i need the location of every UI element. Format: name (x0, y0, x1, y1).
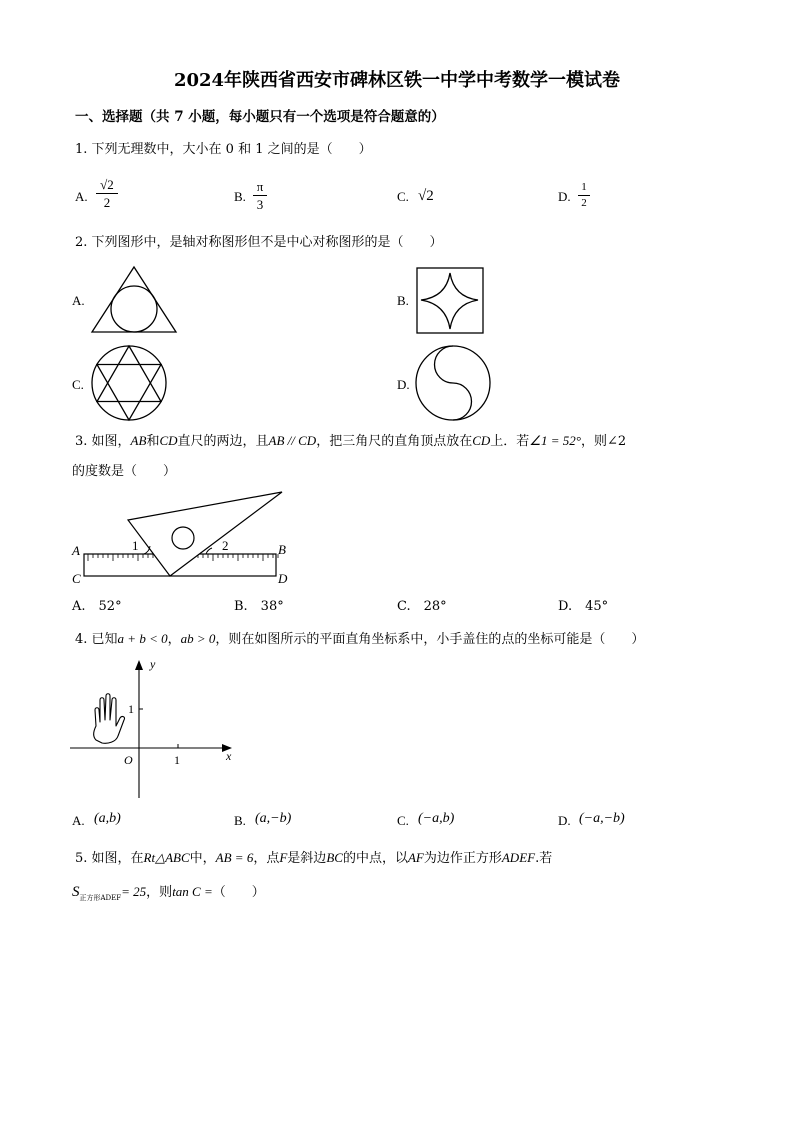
label-angle-1: 1 (132, 538, 139, 553)
q1-option-d-value (578, 182, 590, 209)
q5-math-af: AF (407, 850, 424, 865)
question-3-line-2: 的度数是（ ） (72, 464, 177, 479)
origin-label: O (124, 753, 133, 767)
q5-math-s: S (72, 884, 80, 900)
q4-text: ， (167, 632, 181, 647)
q5-math-ab6: AB = 6 (215, 850, 254, 865)
q4-option-a-letter: A. (72, 813, 85, 828)
q3-math-angle1: ∠1 = 52° (529, 433, 581, 448)
q3-text: 上．若 (490, 434, 530, 449)
fraction-denominator: 3 (256, 197, 264, 212)
question-3-line-1 (75, 434, 626, 448)
y-axis-arrow (135, 660, 143, 670)
q3-option-b: B. 38° (234, 599, 284, 614)
label-angle-2: 2 (222, 538, 229, 553)
x-axis-label: x (226, 749, 232, 763)
fraction-numerator: π (256, 179, 264, 194)
q4-math-cond2: ab > 0 (180, 631, 216, 646)
q5-math-eq: = 25 (121, 884, 147, 899)
q4-math-cond1: a + b < 0 (117, 631, 168, 646)
fraction-numerator: 1 (581, 181, 587, 193)
q3-math-cd: CD (472, 433, 491, 448)
q2-figure-a-triangle-circle (88, 264, 180, 336)
q5-answer-blank: （ ） (212, 885, 265, 900)
q3-text: ，把三角尺的直角顶点放在 (316, 434, 473, 449)
q1-option-c-letter: C. (397, 189, 409, 204)
question-1-stem: 1. 下列无理数中，大小在 0 和 1 之间的是（ ） (75, 142, 372, 157)
hand-icon (94, 694, 125, 743)
q1-option-c-value: √2 (418, 188, 434, 204)
q1-option-d-letter: D. (558, 189, 571, 204)
q4-option-d-value: (−a,−b) (579, 811, 625, 826)
q2-figure-b-square-star (416, 267, 486, 335)
q5-math-adef: ADEF (501, 850, 536, 865)
q5-text: ，点 (253, 851, 280, 866)
q3-option-a: A. 52° (72, 599, 122, 614)
label-point-d: D (278, 571, 288, 586)
question-4-stem (75, 632, 644, 646)
y-tick-1-label: 1 (128, 702, 134, 716)
q2-figure-c-hexagram-circle (90, 344, 168, 422)
q4-option-b-letter: B. (234, 813, 246, 828)
q5-text: .若 (535, 851, 553, 866)
section-heading: 一、选择题（共 7 小题，每小题只有一个选项是符合题意的） (75, 109, 445, 125)
q5-math-rt: Rt△ABC (143, 850, 190, 865)
q4-option-c-letter: C. (397, 813, 409, 828)
q5-subscript: 正方形ADEF (79, 894, 122, 902)
page-title: 2024年陕西省西安市碑林区铁一中学中考数学一模试卷 (173, 70, 621, 91)
q2-figure-d-taiji-curve (414, 344, 492, 422)
q2-option-d-letter: D. (397, 377, 410, 392)
q4-text: 4. 已知 (75, 632, 118, 647)
q1-option-b-value (253, 180, 267, 211)
label-point-b: B (278, 542, 286, 557)
q2-option-c-letter: C. (72, 377, 84, 392)
q3-math-ab: AB (130, 433, 147, 448)
q3-text: 直尺的两边，且 (177, 434, 269, 449)
question-5-line-2 (72, 885, 265, 900)
y-axis-label: y (150, 657, 156, 671)
q4-option-c-value: (−a,b) (418, 811, 455, 826)
q4-figure-coordinate-plane (66, 652, 246, 802)
q5-text: 的中点，以 (342, 851, 408, 866)
q5-math-bc: BC (326, 850, 343, 865)
q4-text: ，则在如图所示的平面直角坐标系中，小手盖住的点的坐标可能是（ ） (215, 632, 645, 647)
fraction-denominator: 2 (103, 195, 111, 210)
q3-math-cd: CD (159, 433, 178, 448)
fraction-bar (578, 195, 590, 196)
q5-text: 为边作正方形 (423, 851, 502, 866)
fraction-numerator: √2 (100, 177, 114, 192)
q1-option-b-letter: B. (234, 189, 246, 204)
q4-option-d-letter: D. (558, 813, 571, 828)
q3-text: ，则∠2 (580, 434, 627, 449)
label-point-c: C (72, 571, 81, 586)
x-tick-1-label: 1 (174, 753, 180, 767)
q5-math-tan: tan C = (172, 884, 213, 899)
q5-math-f: F (279, 850, 288, 865)
q5-text: 5. 如图，在 (75, 851, 144, 866)
label-point-a: A (72, 543, 80, 558)
q3-figure-ruler-triangle (70, 488, 292, 586)
q5-text: 中， (189, 851, 216, 866)
q3-text: 3. 如图， (75, 434, 131, 449)
q3-math-parallel: AB // CD (268, 433, 317, 448)
q3-option-d: D. 45° (558, 599, 609, 614)
q4-option-a-value: (a,b) (94, 811, 121, 826)
q5-text: 是斜边 (287, 851, 327, 866)
question-5-line-1 (75, 851, 552, 865)
fraction-bar (253, 195, 267, 196)
q1-option-a-value (96, 178, 118, 209)
q2-option-b-letter: B. (397, 293, 409, 308)
q2-option-a-letter: A. (72, 293, 85, 308)
question-2-stem: 2. 下列图形中，是轴对称图形但不是中心对称图形的是（ ） (75, 235, 443, 250)
fraction-bar (96, 193, 118, 194)
fraction-denominator: 2 (581, 197, 587, 209)
q5-text: ，则 (146, 885, 173, 900)
q3-text: 和 (146, 434, 160, 449)
q3-option-c: C. 28° (397, 599, 447, 614)
q4-option-b-value: (a,−b) (255, 811, 292, 826)
q1-option-a-letter: A. (75, 189, 88, 204)
